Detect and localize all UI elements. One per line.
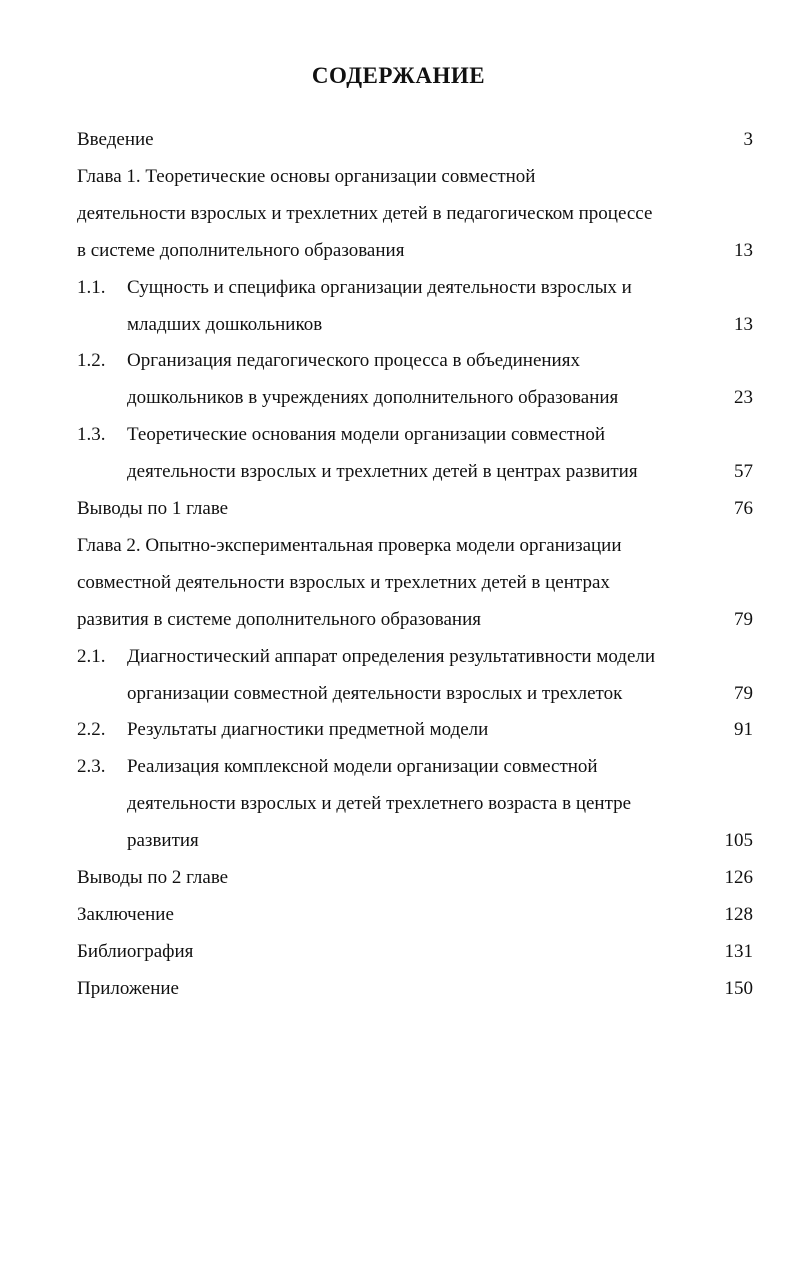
entry-title-text: Диагностический аппарат определения результативности модели <box>127 646 656 667</box>
toc-line <box>0 232 797 269</box>
page-number: 13 <box>734 314 753 335</box>
entry-title-text: дошкольников в учреждениях дополнительного образования <box>127 387 619 408</box>
toc-line <box>0 269 797 306</box>
toc-line <box>0 416 797 453</box>
page-number: 150 <box>724 978 753 999</box>
page-number: 128 <box>724 904 753 925</box>
entry-title-text: младших дошкольников <box>127 314 323 335</box>
entry-title-text: Библиография <box>77 941 194 962</box>
page-number: 79 <box>734 609 753 630</box>
entry-title-text: совместной деятельности взрослых и трехлетних детей в центрах <box>77 572 610 593</box>
page-number: 79 <box>734 683 753 704</box>
entry-title-text: Реализация комплексной модели организации совместной <box>127 756 598 777</box>
entry-title-text: деятельности взрослых и трехлетних детей в центрах развития <box>127 461 638 482</box>
toc-line <box>0 564 797 601</box>
toc-line <box>0 306 797 343</box>
toc-line <box>0 195 797 232</box>
toc-line <box>0 675 797 712</box>
toc-line <box>0 822 797 859</box>
page-number: 105 <box>724 830 753 851</box>
toc-line <box>0 785 797 822</box>
toc-line <box>0 453 797 490</box>
section-number: 2.2. <box>77 719 106 740</box>
page-number: 57 <box>734 461 753 482</box>
toc-line <box>0 859 797 896</box>
toc-line <box>0 748 797 785</box>
toc-line <box>0 490 797 527</box>
entry-title-text: Глава 2. Опытно-экспериментальная проверка модели организации <box>77 535 622 556</box>
section-number: 2.3. <box>77 756 106 777</box>
toc-line <box>0 527 797 564</box>
page-number: 76 <box>734 498 753 519</box>
toc-line <box>0 379 797 416</box>
toc-line <box>0 342 797 379</box>
page-number: 131 <box>724 941 753 962</box>
entry-title-text: Заключение <box>77 904 174 925</box>
entry-title-text: Сущность и специфика организации деятельности взрослых и <box>127 277 632 298</box>
entry-title-text: Введение <box>77 129 154 150</box>
entry-title-text: Приложение <box>77 978 179 999</box>
entry-title-text: Глава 1. Теоретические основы организации совместной <box>77 166 536 187</box>
page-number: 126 <box>724 867 753 888</box>
toc-line <box>0 601 797 638</box>
section-number: 1.2. <box>77 350 106 371</box>
entry-title-text: Выводы по 2 главе <box>77 867 229 888</box>
toc-line <box>0 638 797 675</box>
page-title: СОДЕРЖАНИЕ <box>311 63 486 88</box>
toc-line <box>0 158 797 195</box>
entry-title-text: деятельности взрослых и детей трехлетнего возраста в центре <box>127 793 632 814</box>
entry-title-text: развития <box>127 830 199 851</box>
page-number: 23 <box>734 387 753 408</box>
entry-title-text: Теоретические основания модели организации совместной <box>127 424 606 445</box>
toc-line <box>0 121 797 158</box>
entry-title-text: Организация педагогического процесса в объединениях <box>127 350 580 371</box>
section-number: 1.3. <box>77 424 106 445</box>
entry-title-text: деятельности взрослых и трехлетних детей в педагогическом процессе <box>77 203 653 224</box>
entry-title-text: в системе дополнительного образования <box>77 240 405 261</box>
section-number: 1.1. <box>77 277 106 298</box>
page-number: 13 <box>734 240 753 261</box>
page-number: 91 <box>734 719 753 740</box>
section-number: 2.1. <box>77 646 106 667</box>
toc-line <box>0 933 797 970</box>
toc-line <box>0 711 797 748</box>
toc-line <box>0 970 797 1007</box>
page-number: 3 <box>743 129 753 150</box>
entry-title-text: развития в системе дополнительного образования <box>77 609 481 630</box>
entry-title-text: организации совместной деятельности взрослых и трехлеток <box>127 683 623 704</box>
entry-title-text: Результаты диагностики предметной модели <box>127 719 489 740</box>
entry-title-text: Выводы по 1 главе <box>77 498 229 519</box>
toc-line <box>0 896 797 933</box>
